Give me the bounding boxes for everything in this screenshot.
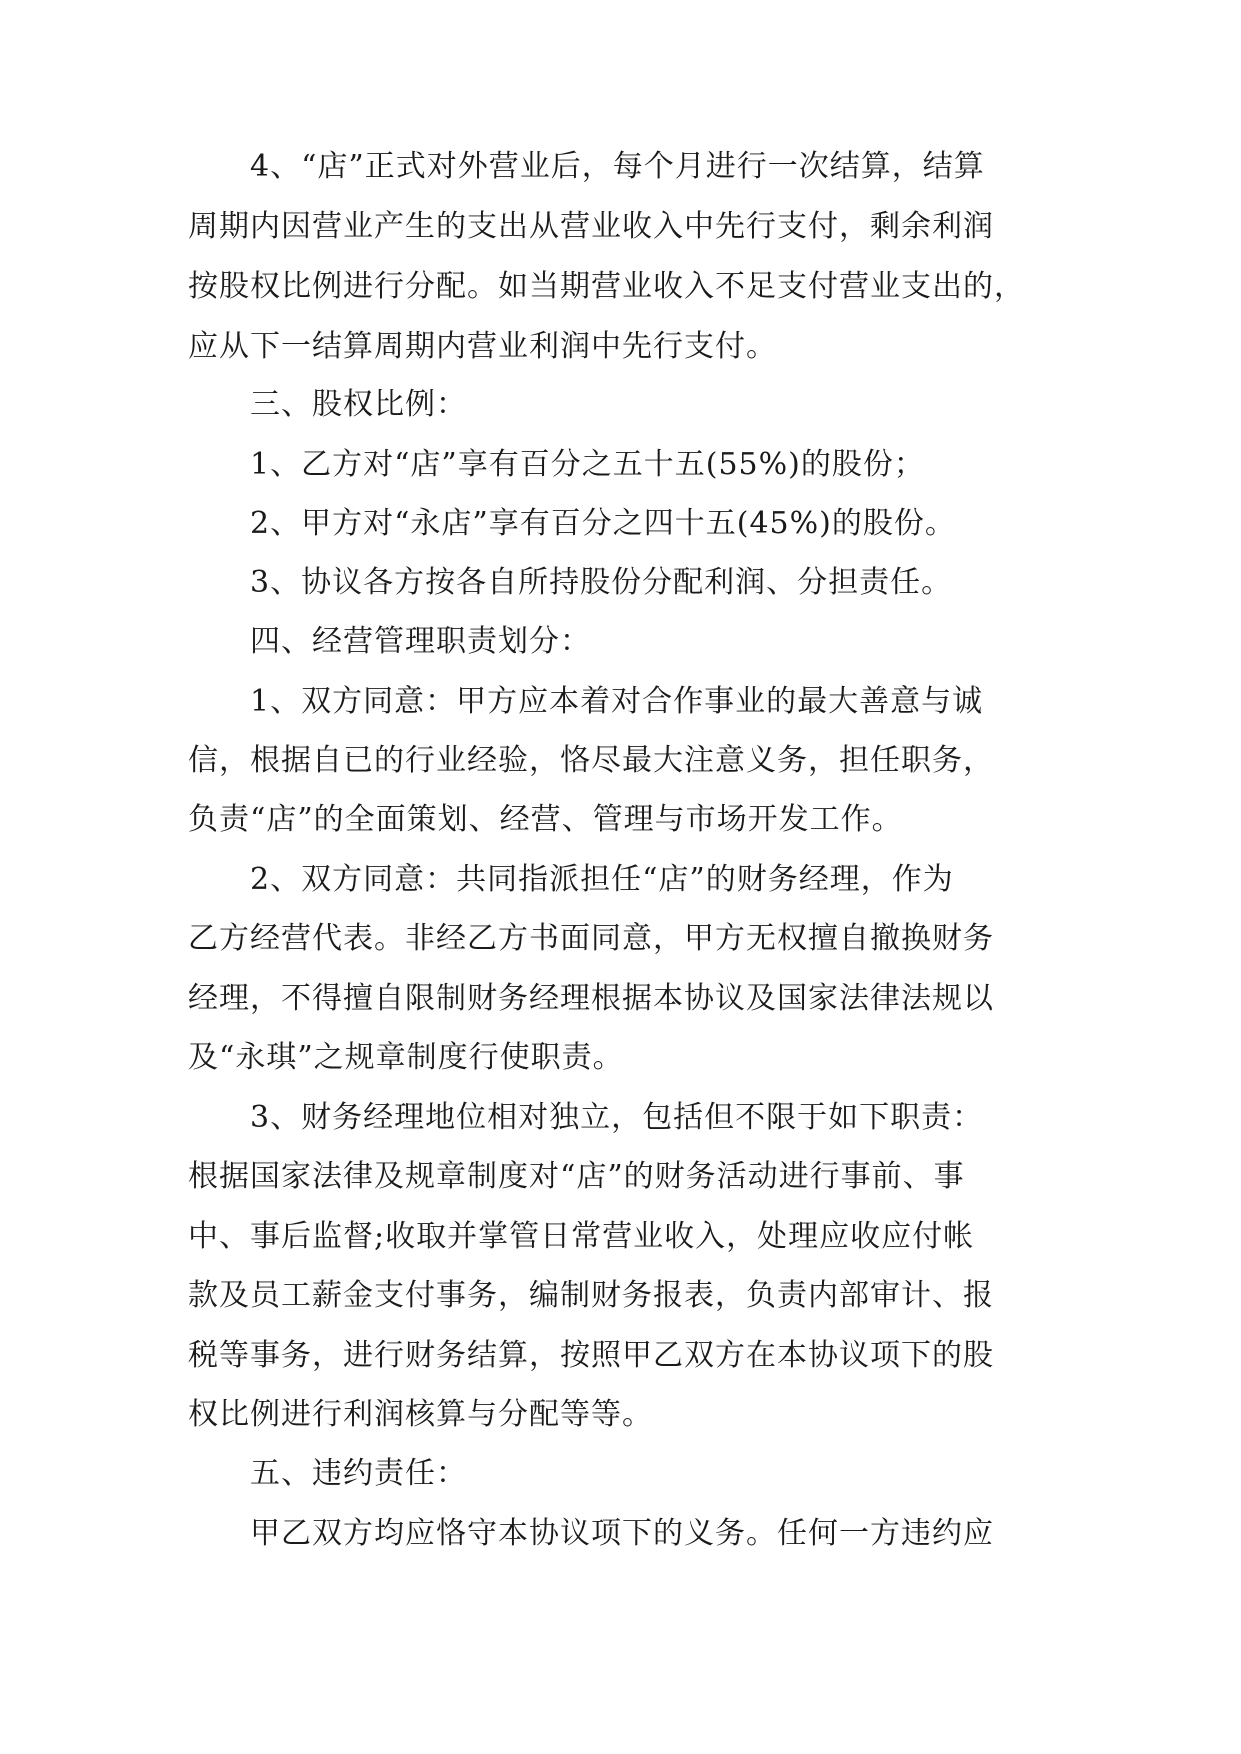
paragraph-line: 2、甲方对“永店”享有百分之四十五(45%)的股份。 [250, 506, 956, 541]
paragraph-line: 甲乙双方均应恪守本协议项下的义务。任何一方违约应 [250, 1516, 994, 1551]
paragraph-line: 按股权比例进行分配。如当期营业收入不足支付营业支出的， [188, 269, 1025, 304]
paragraph-line: 及“永琪”之规章制度行使职责。 [188, 1040, 624, 1075]
section-heading: 三、股权比例： [250, 387, 467, 422]
paragraph-line: 税等事务，进行财务结算，按照甲乙双方在本协议项下的股 [188, 1338, 994, 1373]
paragraph-line: 应从下一结算周期内营业利润中先行支付。 [188, 329, 777, 364]
section-heading: 五、违约责任： [250, 1456, 467, 1491]
paragraph-line: 信，根据自已的行业经验，恪尽最大注意义务，担任职务， [188, 743, 994, 778]
paragraph-line: 款及员工薪金支付事务，编制财务报表，负责内部审计、报 [188, 1278, 994, 1313]
paragraph-line: 乙方经营代表。非经乙方书面同意，甲方无权擅自撤换财务 [188, 921, 994, 956]
paragraph-line: 权比例进行利润核算与分配等等。 [188, 1397, 653, 1432]
paragraph-line: 周期内因营业产生的支出从营业收入中先行支付，剩余利润 [188, 209, 994, 244]
paragraph-line: 负责“店”的全面策划、经营、管理与市场开发工作。 [188, 802, 903, 837]
paragraph-line: 1、双方同意：甲方应本着对合作事业的最大善意与诚 [250, 684, 984, 719]
paragraph-line: 2、双方同意：共同指派担任“店”的财务经理，作为 [250, 862, 954, 897]
paragraph-line: 中、事后监督;收取并掌管日常营业收入，处理应收应付帐 [188, 1219, 975, 1254]
section-heading: 四、经营管理职责划分： [250, 624, 591, 659]
paragraph-line: 3、协议各方按各自所持股份分配利润、分担责任。 [250, 565, 953, 600]
paragraph-line: 3、财务经理地位相对独立，包括但不限于如下职责： [250, 1100, 984, 1135]
paragraph-line: 1、乙方对“店”享有百分之五十五(55%)的股份； [250, 447, 925, 482]
paragraph-line: 根据国家法律及规章制度对“店”的财务活动进行事前、事 [188, 1159, 965, 1194]
paragraph-line: 4、“店”正式对外营业后，每个月进行一次结算，结算 [250, 149, 985, 184]
paragraph-line: 经理，不得擅自限制财务经理根据本协议及国家法律法规以 [188, 981, 994, 1016]
